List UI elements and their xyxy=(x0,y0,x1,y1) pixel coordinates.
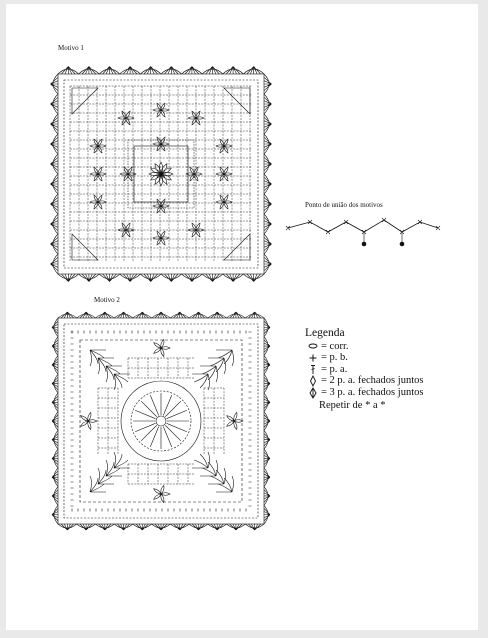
motif-1-bottom-edge xyxy=(58,274,264,282)
legend-item-text: = 2 p. a. fechados juntos xyxy=(321,375,424,387)
legend-item-text: = corr. xyxy=(321,340,349,352)
motif-1-diagram xyxy=(44,60,280,290)
motif-2-frame-3 xyxy=(80,340,242,502)
motif-2-mesh-right xyxy=(204,388,224,454)
motif-2-corner-fan xyxy=(90,452,130,492)
motif-2-side-fan xyxy=(227,412,243,429)
plus-stitch-icon xyxy=(305,353,321,363)
motif-1-flower xyxy=(216,195,232,209)
motif-2-corner-fan xyxy=(192,350,234,390)
motif-1-flower xyxy=(90,195,106,209)
legend-title: Legenda xyxy=(305,327,345,339)
motif-1-left-edge xyxy=(51,74,59,274)
motif-2-center-ring-start xyxy=(156,416,166,426)
motif-2-frame-2 xyxy=(64,324,258,518)
motif-1-flower xyxy=(153,231,169,245)
motif-1-flower xyxy=(90,139,106,153)
motif-2-diagram xyxy=(48,308,274,534)
motif-1-flower xyxy=(153,103,169,117)
three-tog-icon xyxy=(305,387,321,399)
motif-1-top-edge xyxy=(58,67,264,75)
motif-1-right-edge xyxy=(264,74,272,274)
motif-2-stitch-ring xyxy=(71,331,252,512)
join-stitch-diagram xyxy=(284,210,442,250)
motif-1-flower xyxy=(153,199,169,213)
legend-item xyxy=(305,341,423,353)
motif-1-flower xyxy=(216,167,232,181)
motif-2-label: Motivo 2 xyxy=(94,296,120,304)
motif-2-mesh-top xyxy=(128,358,194,378)
motif-1-flower xyxy=(216,139,232,153)
motif-2-corner-fan xyxy=(192,452,234,492)
motif-2-mesh-bottom xyxy=(128,464,194,484)
legend-item-text: = p. a. xyxy=(321,363,348,375)
legend xyxy=(305,328,423,412)
motif-2-bottom-edge xyxy=(58,524,264,530)
t-stitch-icon xyxy=(305,364,321,375)
motif-1-label: Motivo 1 xyxy=(58,44,84,52)
legend-item xyxy=(305,364,423,376)
motif-2-top-edge xyxy=(58,312,264,318)
oval-chain-icon xyxy=(305,343,321,349)
motif-1-center-flower xyxy=(149,162,173,186)
motif-2-side-fan xyxy=(154,339,170,356)
legend-item xyxy=(305,375,423,387)
motif-2-center-spokes xyxy=(133,393,189,449)
motif-2-corner-fan xyxy=(90,350,130,390)
repeat-instruction: Repetir de * a * xyxy=(319,400,386,411)
motif-2-side-fan xyxy=(81,412,97,429)
motif-2-left-edge xyxy=(52,318,58,524)
join-point-label: Ponto de união dos motivos xyxy=(305,201,383,209)
join-dot xyxy=(400,242,404,246)
motif-2-right-edge xyxy=(264,318,270,524)
motif-2-side-fan xyxy=(154,485,170,502)
legend-item xyxy=(305,387,423,399)
motif-2-mesh-left xyxy=(98,388,118,454)
join-dot xyxy=(362,242,366,246)
legend-item-text: = p. b. xyxy=(321,352,348,363)
motif-1-flower xyxy=(90,167,106,181)
legend-item xyxy=(305,352,423,364)
two-tog-icon xyxy=(305,375,321,387)
legend-item-text: = 3 p. a. fechados juntos xyxy=(321,387,424,399)
